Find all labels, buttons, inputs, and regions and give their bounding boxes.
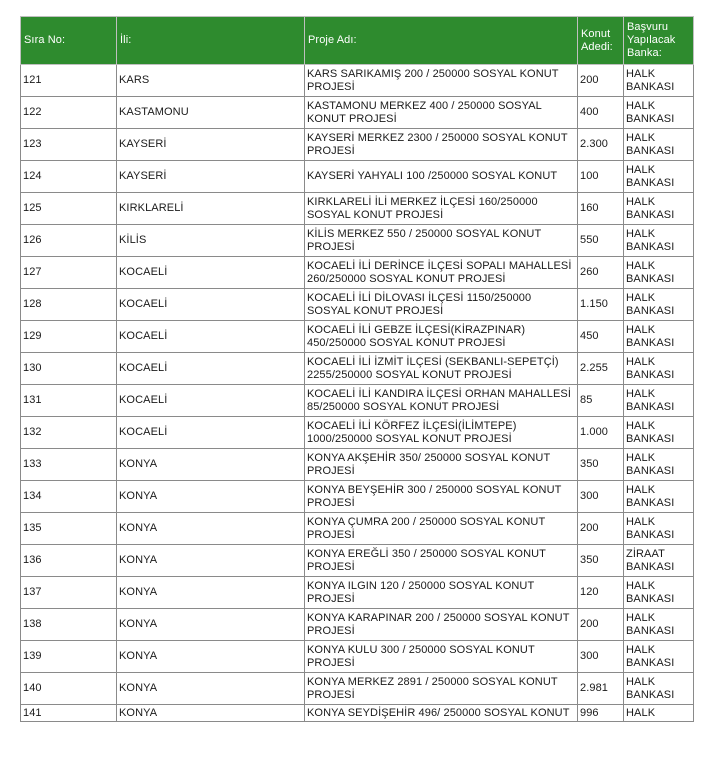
header-il: İli: [117,17,305,65]
cell-sira-no: 123 [21,129,117,161]
cell-konut-adedi: 200 [578,609,624,641]
cell-konut-adedi: 996 [578,705,624,722]
cell-il: KONYA [117,545,305,577]
cell-proje-adi: KARS SARIKAMIŞ 200 / 250000 SOSYAL KONUT PROJESİ [305,65,578,97]
table-row [21,705,694,722]
table-row [21,417,694,449]
table-row [21,481,694,513]
cell-banka: HALK BANKASI [624,257,694,289]
table-row [21,577,694,609]
table-row [21,97,694,129]
table-row [21,513,694,545]
cell-banka: HALK BANKASI [624,417,694,449]
table-row [21,193,694,225]
table-row [21,161,694,193]
header-basvuru-banka: Başvuru Yapılacak Banka: [624,17,694,65]
cell-sira-no: 135 [21,513,117,545]
cell-konut-adedi: 200 [578,65,624,97]
cell-proje-adi: KONYA KULU 300 / 250000 SOSYAL KONUT PROJESİ [305,641,578,673]
cell-konut-adedi: 300 [578,641,624,673]
cell-konut-adedi: 260 [578,257,624,289]
cell-konut-adedi: 2.300 [578,129,624,161]
cell-il: KAYSERİ [117,161,305,193]
cell-il: KIRKLARELİ [117,193,305,225]
cell-konut-adedi: 1.150 [578,289,624,321]
cell-konut-adedi: 200 [578,513,624,545]
table-row [21,129,694,161]
cell-banka: HALK BANKASI [624,97,694,129]
cell-banka: HALK BANKASI [624,385,694,417]
cell-banka: HALK BANKASI [624,289,694,321]
cell-konut-adedi: 1.000 [578,417,624,449]
cell-proje-adi: KOCAELİ İLİ GEBZE İLÇESİ(KİRAZPINAR) 450/250000 SOSYAL KONUT PROJESİ [305,321,578,353]
cell-proje-adi: KOCAELİ İLİ İZMİT İLÇESİ (SEKBANLI-SEPETÇİ) 2255/250000 SOSYAL KONUT PROJESİ [305,353,578,385]
cell-konut-adedi: 160 [578,193,624,225]
cell-il: KONYA [117,481,305,513]
cell-proje-adi: KOCAELİ İLİ DERİNCE İLÇESİ SOPALI MAHALLESİ 260/250000 SOSYAL KONUT PROJESİ [305,257,578,289]
cell-konut-adedi: 120 [578,577,624,609]
cell-konut-adedi: 85 [578,385,624,417]
cell-il: KONYA [117,673,305,705]
cell-il: KAYSERİ [117,129,305,161]
cell-proje-adi: KONYA AKŞEHİR 350/ 250000 SOSYAL KONUT PROJESİ [305,449,578,481]
cell-proje-adi: KAYSERİ YAHYALI 100 /250000 SOSYAL KONUT [305,161,578,193]
cell-banka: HALK BANKASI [624,129,694,161]
cell-il: KOCAELİ [117,321,305,353]
cell-sira-no: 141 [21,705,117,722]
cell-konut-adedi: 100 [578,161,624,193]
cell-il: KARS [117,65,305,97]
cell-proje-adi: KOCAELİ İLİ KÖRFEZ İLÇESİ(İLİMTEPE) 1000/250000 SOSYAL KONUT PROJESİ [305,417,578,449]
cell-konut-adedi: 550 [578,225,624,257]
cell-konut-adedi: 2.255 [578,353,624,385]
cell-sira-no: 133 [21,449,117,481]
cell-banka: HALK [624,705,694,722]
cell-banka: HALK BANKASI [624,577,694,609]
table-row [21,65,694,97]
cell-banka: ZİRAAT BANKASI [624,545,694,577]
cell-proje-adi: KONYA MERKEZ 2891 / 250000 SOSYAL KONUT PROJESİ [305,673,578,705]
table-body [21,65,694,722]
cell-proje-adi: KONYA ILGIN 120 / 250000 SOSYAL KONUT PROJESİ [305,577,578,609]
cell-sira-no: 125 [21,193,117,225]
cell-konut-adedi: 350 [578,449,624,481]
cell-il: KOCAELİ [117,353,305,385]
header-proje-adi: Proje Adı: [305,17,578,65]
cell-il: KONYA [117,705,305,722]
cell-sira-no: 132 [21,417,117,449]
cell-banka: HALK BANKASI [624,449,694,481]
cell-proje-adi: KONYA SEYDİŞEHİR 496/ 250000 SOSYAL KONUT [305,705,578,722]
cell-sira-no: 121 [21,65,117,97]
cell-banka: HALK BANKASI [624,673,694,705]
cell-il: KİLİS [117,225,305,257]
table-row [21,257,694,289]
table-row [21,321,694,353]
cell-il: KOCAELİ [117,385,305,417]
cell-proje-adi: KASTAMONU MERKEZ 400 / 250000 SOSYAL KONUT PROJESİ [305,97,578,129]
table-row [21,641,694,673]
cell-banka: HALK BANKASI [624,513,694,545]
cell-il: KONYA [117,609,305,641]
cell-banka: HALK BANKASI [624,481,694,513]
cell-proje-adi: KOCAELİ İLİ DİLOVASI İLÇESİ 1150/250000 SOSYAL KONUT PROJESİ [305,289,578,321]
cell-sira-no: 139 [21,641,117,673]
table-row [21,673,694,705]
cell-konut-adedi: 450 [578,321,624,353]
table-wrapper [20,16,694,722]
table-row [21,545,694,577]
header-konut-adedi: Konut Adedi: [578,17,624,65]
cell-banka: HALK BANKASI [624,65,694,97]
cell-il: KONYA [117,641,305,673]
table-row [21,609,694,641]
cell-il: KONYA [117,513,305,545]
cell-sira-no: 124 [21,161,117,193]
cell-banka: HALK BANKASI [624,609,694,641]
cell-banka: HALK BANKASI [624,161,694,193]
cell-sira-no: 128 [21,289,117,321]
cell-sira-no: 134 [21,481,117,513]
cell-sira-no: 131 [21,385,117,417]
table-row [21,353,694,385]
cell-sira-no: 138 [21,609,117,641]
cell-il: KOCAELİ [117,417,305,449]
cell-banka: HALK BANKASI [624,353,694,385]
cell-sira-no: 126 [21,225,117,257]
cell-banka: HALK BANKASI [624,225,694,257]
cell-sira-no: 122 [21,97,117,129]
cell-proje-adi: KONYA ÇUMRA 200 / 250000 SOSYAL KONUT PROJESİ [305,513,578,545]
cell-proje-adi: KAYSERİ MERKEZ 2300 / 250000 SOSYAL KONUT PROJESİ [305,129,578,161]
cell-sira-no: 127 [21,257,117,289]
cell-proje-adi: KONYA KARAPINAR 200 / 250000 SOSYAL KONUT PROJESİ [305,609,578,641]
cell-konut-adedi: 400 [578,97,624,129]
header-sira-no: Sıra No: [21,17,117,65]
housing-projects-table [20,16,694,722]
cell-proje-adi: KONYA EREĞLİ 350 / 250000 SOSYAL KONUT PROJESİ [305,545,578,577]
cell-banka: HALK BANKASI [624,321,694,353]
cell-sira-no: 140 [21,673,117,705]
cell-sira-no: 129 [21,321,117,353]
table-row [21,449,694,481]
cell-banka: HALK BANKASI [624,641,694,673]
cell-proje-adi: KONYA BEYŞEHİR 300 / 250000 SOSYAL KONUT PROJESİ [305,481,578,513]
cell-proje-adi: KIRKLARELİ İLİ MERKEZ İLÇESİ 160/250000 SOSYAL KONUT PROJESİ [305,193,578,225]
cell-il: KONYA [117,449,305,481]
cell-il: KONYA [117,577,305,609]
cell-sira-no: 137 [21,577,117,609]
cell-sira-no: 130 [21,353,117,385]
cell-banka: HALK BANKASI [624,193,694,225]
cell-konut-adedi: 350 [578,545,624,577]
cell-konut-adedi: 300 [578,481,624,513]
cell-konut-adedi: 2.981 [578,673,624,705]
table-row [21,225,694,257]
cell-il: KOCAELİ [117,257,305,289]
cell-il: KOCAELİ [117,289,305,321]
cell-il: KASTAMONU [117,97,305,129]
table-row [21,385,694,417]
table-header-row [21,17,694,65]
cell-proje-adi: KİLİS MERKEZ 550 / 250000 SOSYAL KONUT PROJESİ [305,225,578,257]
cell-sira-no: 136 [21,545,117,577]
table-row [21,289,694,321]
cell-proje-adi: KOCAELİ İLİ KANDIRA İLÇESİ ORHAN MAHALLESİ 85/250000 SOSYAL KONUT PROJESİ [305,385,578,417]
